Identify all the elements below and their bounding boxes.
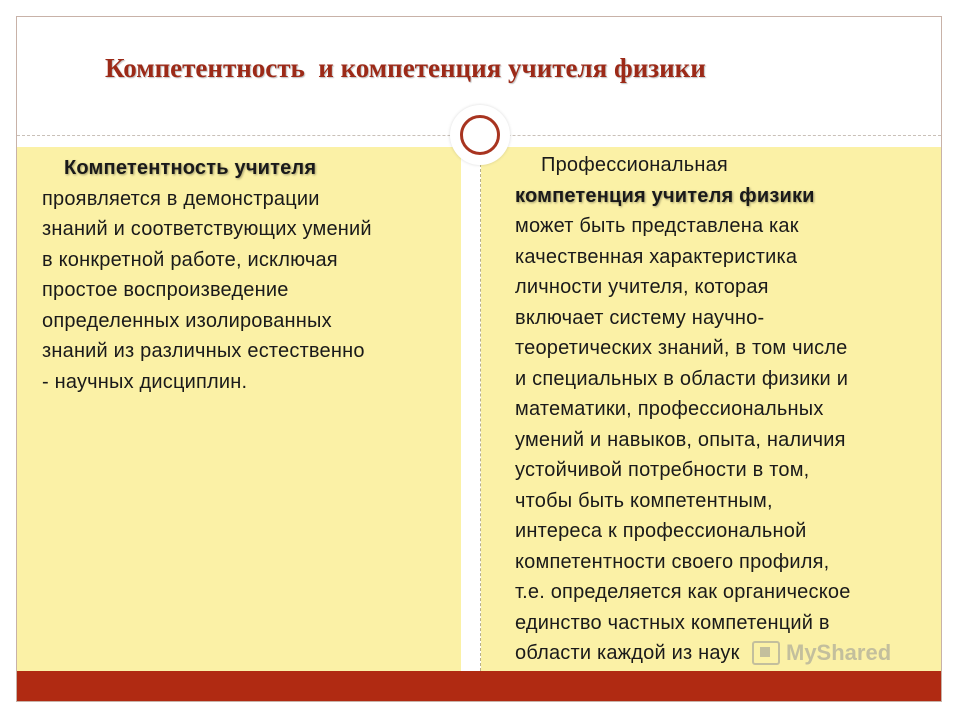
right-line: компетентности своего профиля, [515, 550, 830, 573]
watermark [752, 640, 891, 666]
right-line: умений и навыков, опыта, наличия [515, 428, 846, 451]
left-line: - научных дисциплин. [42, 370, 248, 393]
left-line: знаний и соответствующих умений [42, 218, 372, 240]
right-line: личности учителя, которая [515, 276, 769, 298]
watermark-text: MyShared [786, 640, 892, 665]
right-text-block [515, 150, 935, 669]
left-text-block [42, 153, 462, 397]
left-line: знаний из различных естественно [42, 340, 365, 362]
left-heading: Компетентность учителя [64, 157, 317, 179]
right-line: включает систему научно- [515, 306, 765, 329]
right-line: и специальных в области физики и [515, 367, 849, 390]
right-line: интереса к профессиональной [515, 520, 807, 542]
right-line: математики, профессиональных [515, 398, 824, 420]
right-lead: Профессиональная [541, 154, 728, 176]
left-line: простое воспроизведение [42, 279, 289, 301]
footer-bar [17, 671, 941, 701]
left-line: определенных изолированных [42, 309, 332, 332]
right-line: может быть представлена как [515, 215, 799, 237]
slide-title: Компетентность и компетенция учителя физики [105, 53, 706, 83]
center-divider [480, 149, 481, 671]
myshared-logo-icon [752, 641, 780, 665]
slide [16, 16, 942, 702]
left-line: проявляется в демонстрации [42, 187, 320, 210]
left-line: в конкретной работе, исключая [42, 248, 338, 271]
right-line: качественная характеристика [515, 245, 798, 268]
right-line: области каждой из наук [515, 642, 740, 664]
right-line: теоретических знаний, в том числе [515, 337, 848, 359]
right-heading: компетенция учителя физики [515, 184, 815, 207]
right-line: единство частных компетенций в [515, 611, 830, 634]
right-line: чтобы быть компетентным, [515, 489, 773, 512]
right-line: т.е. определяется как органическое [515, 581, 851, 603]
right-line: устойчивой потребности в том, [515, 459, 810, 481]
